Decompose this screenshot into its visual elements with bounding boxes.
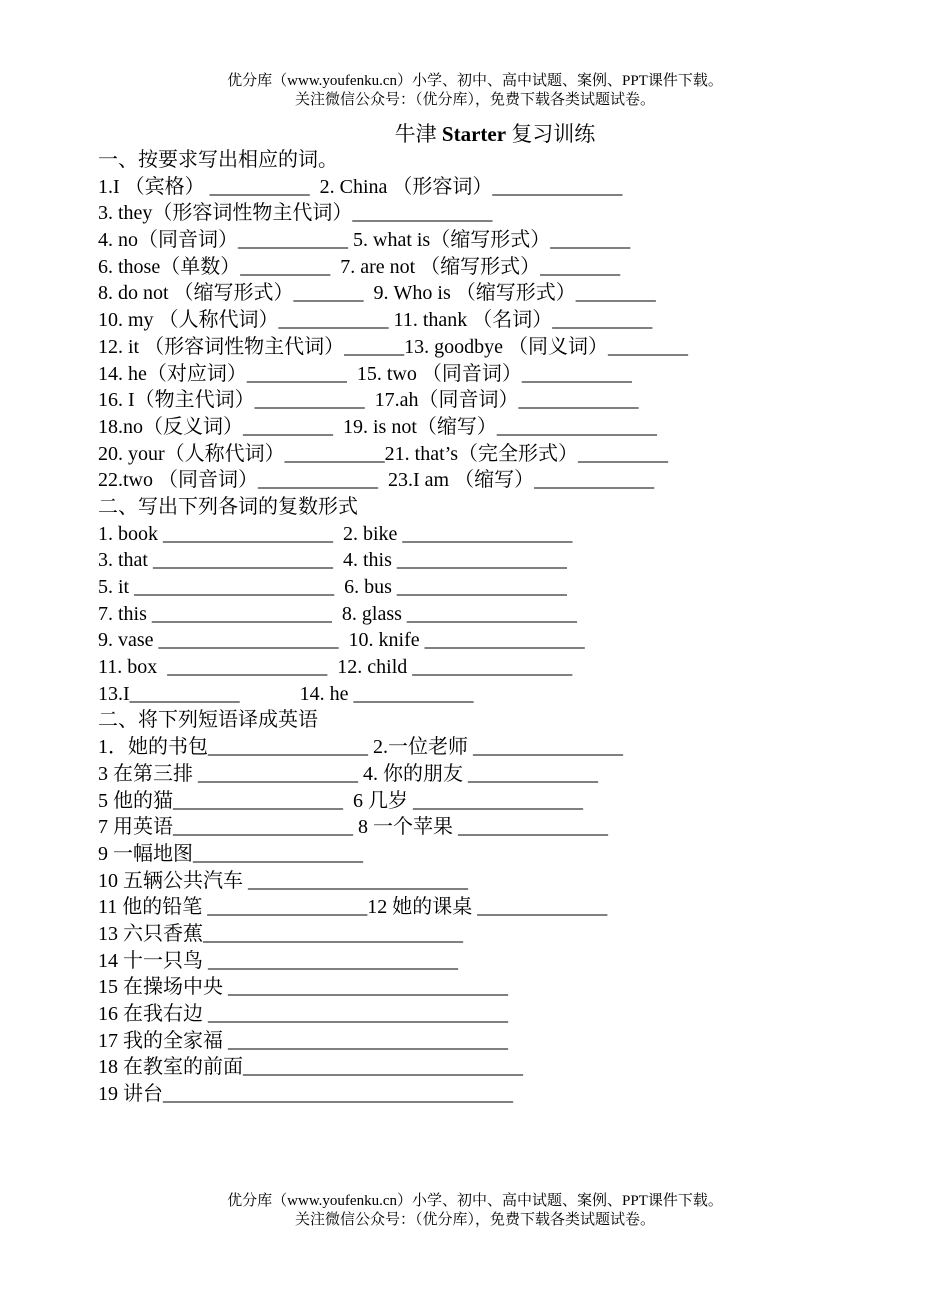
section-3-heading: 二、将下列短语译成英语	[98, 709, 318, 732]
footer-line-2: 关注微信公众号：（优分库），免费下载各类试题试卷。	[294, 1212, 655, 1228]
question-line: 6. those（单数）_________ 7. are not （缩写形式）________	[98, 255, 621, 278]
question-line: 3 在第三排 ________________ 4. 你的朋友 _____________	[98, 762, 598, 785]
question-line: 16 在我右边 ______________________________	[98, 1003, 508, 1025]
worksheet-body	[98, 147, 928, 1108]
question-line: 5 他的猫_________________ 6 几岁 _________________	[98, 789, 583, 812]
question-line: 19 讲台___________________________________	[98, 1083, 513, 1106]
question-line: 11. box ________________ 12. child ________________	[98, 656, 573, 679]
question-line: 17 我的全家福 ____________________________	[98, 1029, 508, 1052]
question-line: 5. it ____________________ 6. bus _________________	[98, 576, 567, 598]
question-line: 20. your（人称代词）__________21. that’s（完全形式）_________	[98, 442, 668, 465]
question-line: 10 五辆公共汽车 ______________________	[98, 869, 468, 892]
question-line: 18 在教室的前面____________________________	[98, 1056, 523, 1079]
question-line: 4. no（同音词）___________ 5. what is（缩写形式）________	[98, 229, 631, 252]
question-line: 7 用英语__________________ 8 一个苹果 _______________	[98, 816, 608, 839]
section-1-heading: 一、按要求写出相应的词。	[98, 149, 338, 171]
question-line: 11 他的铅笔 ________________12 她的课桌 _____________	[98, 896, 608, 919]
question-line: 15 在操场中央 ____________________________	[98, 976, 508, 999]
question-line: 14 十一只鸟 _________________________	[98, 949, 458, 972]
question-line: 13 六只香蕉__________________________	[98, 922, 463, 945]
question-line: 18.no（反义词）_________ 19. is not（缩写）________________	[98, 415, 657, 438]
title-bold: Starter	[441, 122, 507, 146]
header-line-1: 优分库（www.youfenku.cn）小学、初中、高中试题、案例、PPT课件下载。	[227, 73, 723, 89]
question-line: 22.two （同音词）____________ 23.I am （缩写）____________	[98, 469, 655, 492]
footer-line-1: 优分库（www.youfenku.cn）小学、初中、高中试题、案例、PPT课件下载。	[227, 1193, 723, 1209]
question-line: 14. he（对应词）__________ 15. two （同音词）___________	[98, 362, 632, 385]
header-line-2: 关注微信公众号：（优分库），免费下载各类试题试卷。	[294, 92, 655, 108]
question-line: 3. that __________________ 4. this _________________	[98, 549, 567, 572]
question-line: 1. book _________________ 2. bike _________________	[98, 522, 573, 545]
title-prefix: 牛津	[394, 122, 442, 146]
question-line: 7. this __________________ 8. glass _________________	[98, 602, 577, 625]
question-line: 13.I___________ 14. he ____________	[98, 682, 474, 705]
question-line: 12. it （形容词性物主代词）______13. goodbye （同义词）________	[98, 335, 688, 358]
question-line: 3. they（形容词性物主代词）______________	[98, 202, 493, 225]
question-line: 9 一幅地图_________________	[98, 842, 363, 865]
question-line: 9. vase __________________ 10. knife ________________	[98, 629, 585, 652]
title-suffix: 复习训练	[506, 122, 596, 146]
page-footer	[0, 1192, 950, 1230]
page-header	[0, 72, 950, 110]
question-line: 1．她的书包________________ 2.一位老师 _______________	[98, 736, 623, 759]
page-title	[0, 120, 950, 148]
question-line: 16. I（物主代词）___________ 17.ah（同音词）____________	[98, 389, 639, 412]
section-2-heading: 二、写出下列各词的复数形式	[98, 495, 358, 518]
question-line: 1.I （宾格） __________ 2. China （形容词）_____________	[98, 175, 623, 198]
question-line: 10. my （人称代词）___________ 11. thank （名词）__________	[98, 309, 653, 332]
question-line: 8. do not （缩写形式）_______ 9. Who is （缩写形式）________	[98, 282, 656, 305]
